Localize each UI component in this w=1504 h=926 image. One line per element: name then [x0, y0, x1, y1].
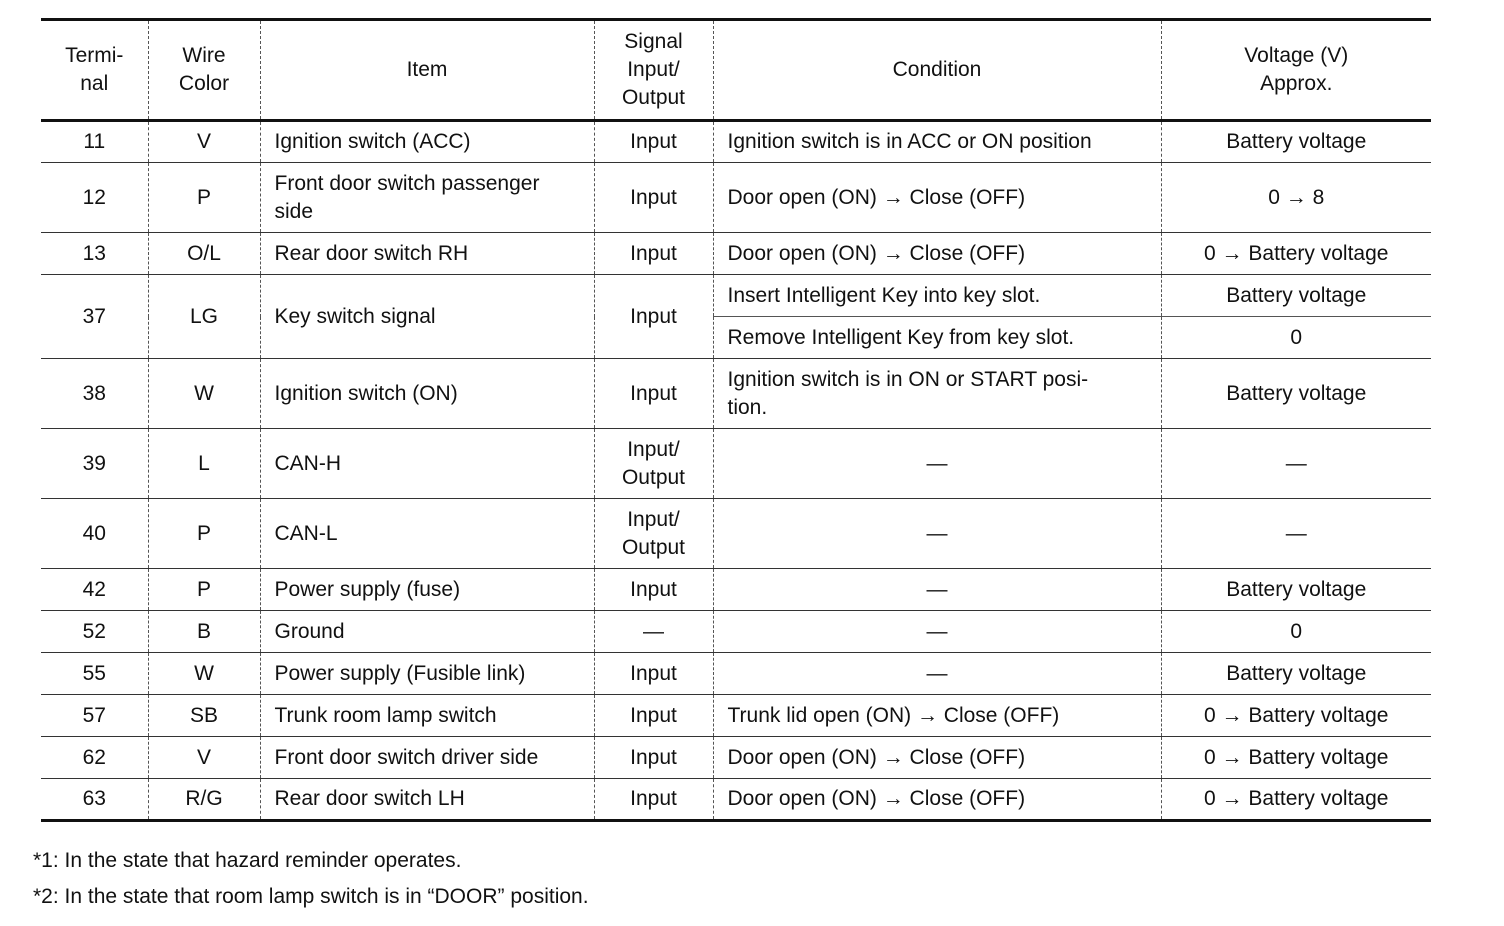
header-item: Item [260, 20, 594, 121]
cell-voltage: 0 → 8 [1161, 163, 1431, 233]
cell-terminal: 62 [41, 737, 148, 779]
table-row [41, 163, 1431, 233]
cell-voltage: Battery voltage [1161, 359, 1431, 429]
table-row [41, 121, 1431, 163]
cell-voltage: 0 [1161, 611, 1431, 653]
cell-voltage: 0 → Battery voltage [1161, 233, 1431, 275]
cell-signal: Input [594, 737, 713, 779]
cell-condition: — [713, 653, 1161, 695]
table-row [41, 653, 1431, 695]
cell-item: Front door switch passenger side [260, 163, 594, 233]
cell-signal: — [594, 611, 713, 653]
footnote-2: *2: In the state that room lamp switch is in “DOOR” position. [33, 885, 589, 908]
cell-signal: Input [594, 653, 713, 695]
cell-wire-color: B [148, 611, 260, 653]
cell-condition: Insert Intelligent Key into key slot. [713, 275, 1161, 317]
cell-terminal: 39 [41, 429, 148, 499]
cell-wire-color: O/L [148, 233, 260, 275]
cell-terminal: 12 [41, 163, 148, 233]
cell-signal: Input [594, 779, 713, 821]
cell-voltage: Battery voltage [1161, 569, 1431, 611]
cell-voltage: — [1161, 499, 1431, 569]
cell-item: Rear door switch LH [260, 779, 594, 821]
cell-condition: Door open (ON) → Close (OFF) [713, 779, 1161, 821]
cell-terminal: 55 [41, 653, 148, 695]
cell-terminal: 40 [41, 499, 148, 569]
cell-condition: Door open (ON) → Close (OFF) [713, 737, 1161, 779]
cell-terminal: 13 [41, 233, 148, 275]
cell-item: Ignition switch (ON) [260, 359, 594, 429]
footnotes [33, 843, 589, 915]
cell-signal: Input [594, 359, 713, 429]
cell-wire-color: SB [148, 695, 260, 737]
table-row [41, 275, 1431, 317]
cell-condition: — [713, 611, 1161, 653]
cell-item: Power supply (fuse) [260, 569, 594, 611]
cell-wire-color: R/G [148, 779, 260, 821]
cell-condition: — [713, 569, 1161, 611]
cell-condition: Ignition switch is in ON or START posi- tion. [713, 359, 1161, 429]
cell-condition: Trunk lid open (ON) → Close (OFF) [713, 695, 1161, 737]
cell-wire-color: LG [148, 275, 260, 359]
cell-terminal: 52 [41, 611, 148, 653]
cell-voltage: Battery voltage [1161, 275, 1431, 317]
table-row [41, 359, 1431, 429]
cell-wire-color: P [148, 499, 260, 569]
cell-signal: Input/ Output [594, 499, 713, 569]
cell-signal: Input [594, 121, 713, 163]
table-header-row [41, 20, 1431, 121]
table-row [41, 611, 1431, 653]
table-row [41, 429, 1431, 499]
cell-wire-color: W [148, 653, 260, 695]
cell-wire-color: W [148, 359, 260, 429]
cell-condition: Remove Intelligent Key from key slot. [713, 317, 1161, 359]
header-wire-color: Wire Color [148, 20, 260, 121]
cell-condition: — [713, 499, 1161, 569]
cell-signal: Input [594, 695, 713, 737]
cell-terminal: 11 [41, 121, 148, 163]
cell-condition: Door open (ON) → Close (OFF) [713, 233, 1161, 275]
table-row [41, 233, 1431, 275]
cell-terminal: 38 [41, 359, 148, 429]
table-row [41, 779, 1431, 821]
cell-voltage: — [1161, 429, 1431, 499]
cell-item: Key switch signal [260, 275, 594, 359]
terminal-table [41, 18, 1431, 822]
header-voltage: Voltage (V) Approx. [1161, 20, 1431, 121]
cell-voltage: Battery voltage [1161, 121, 1431, 163]
cell-item: Ground [260, 611, 594, 653]
table-row [41, 737, 1431, 779]
cell-item: Front door switch driver side [260, 737, 594, 779]
cell-terminal: 37 [41, 275, 148, 359]
table-row [41, 569, 1431, 611]
table-row [41, 499, 1431, 569]
cell-condition: — [713, 429, 1161, 499]
cell-item: Power supply (Fusible link) [260, 653, 594, 695]
cell-voltage: Battery voltage [1161, 653, 1431, 695]
cell-signal: Input [594, 233, 713, 275]
cell-wire-color: L [148, 429, 260, 499]
cell-voltage: 0 → Battery voltage [1161, 779, 1431, 821]
cell-terminal: 63 [41, 779, 148, 821]
cell-voltage: 0 [1161, 317, 1431, 359]
cell-condition: Ignition switch is in ACC or ON position [713, 121, 1161, 163]
cell-wire-color: V [148, 737, 260, 779]
cell-terminal: 57 [41, 695, 148, 737]
header-terminal: Termi- nal [41, 20, 148, 121]
footnote-1: *1: In the state that hazard reminder operates. [33, 849, 462, 872]
header-condition: Condition [713, 20, 1161, 121]
cell-signal: Input [594, 275, 713, 359]
cell-item: CAN-L [260, 499, 594, 569]
table-row [41, 695, 1431, 737]
cell-item: Trunk room lamp switch [260, 695, 594, 737]
cell-item: CAN-H [260, 429, 594, 499]
cell-item: Rear door switch RH [260, 233, 594, 275]
cell-wire-color: P [148, 163, 260, 233]
cell-signal: Input [594, 569, 713, 611]
cell-voltage: 0 → Battery voltage [1161, 737, 1431, 779]
cell-item: Ignition switch (ACC) [260, 121, 594, 163]
cell-condition: Door open (ON) → Close (OFF) [713, 163, 1161, 233]
cell-wire-color: V [148, 121, 260, 163]
cell-signal: Input/ Output [594, 429, 713, 499]
cell-voltage: 0 → Battery voltage [1161, 695, 1431, 737]
header-signal: Signal Input/ Output [594, 20, 713, 121]
cell-terminal: 42 [41, 569, 148, 611]
cell-wire-color: P [148, 569, 260, 611]
cell-signal: Input [594, 163, 713, 233]
